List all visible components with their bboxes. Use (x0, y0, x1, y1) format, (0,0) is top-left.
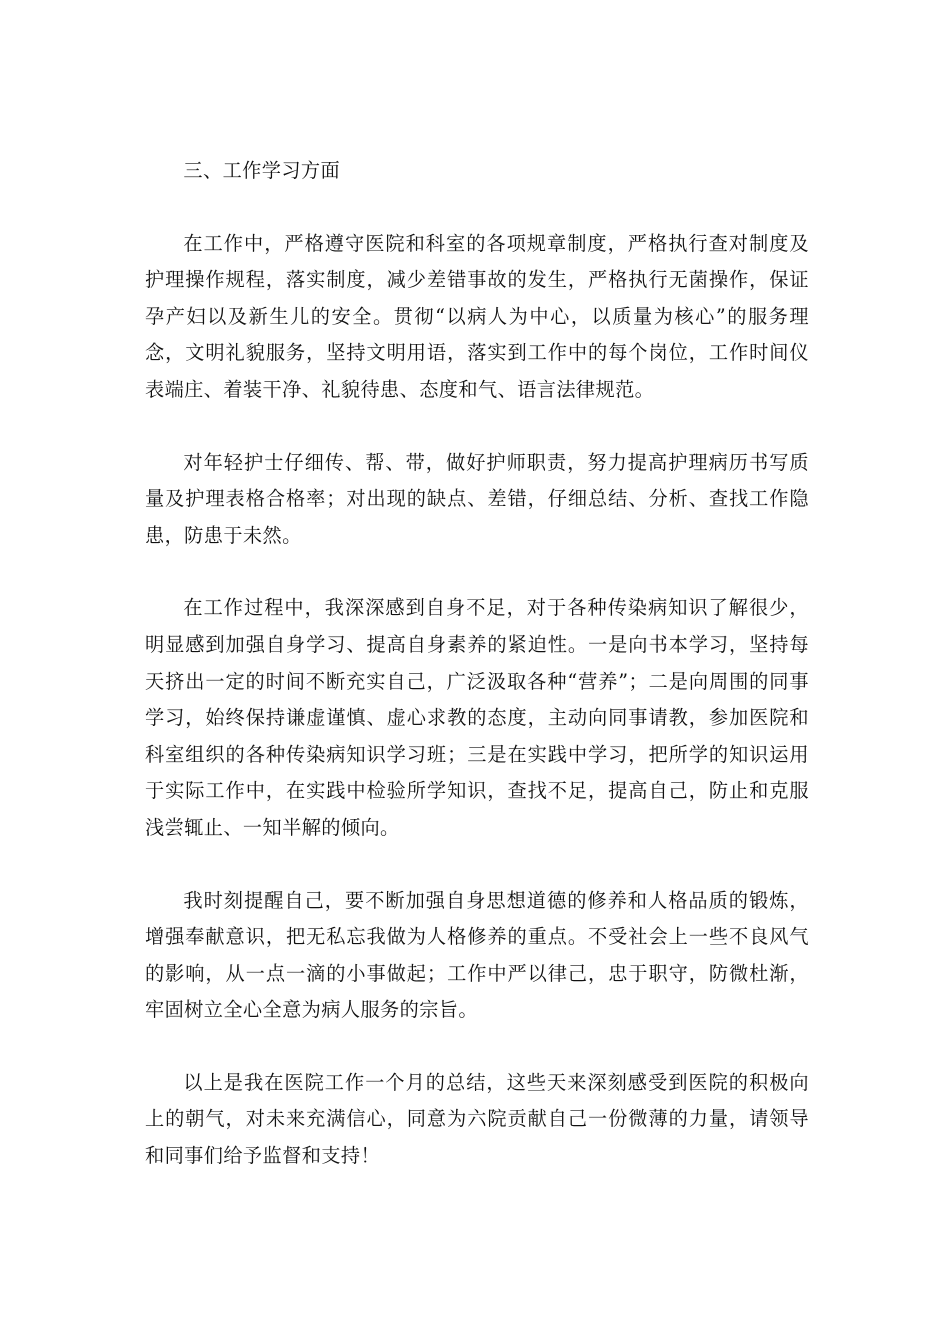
paragraph-conclusion: 以上是我在医院工作一个月的总结，这些天来深刻感受到医院的积极向上的朝气，对未来充满信心，同意为六院贡献自己一份微薄的力量，请领导和同事们给予监督和支持！ (145, 1070, 809, 1168)
section-heading: 三、工作学习方面 (183, 159, 341, 182)
paragraph-learning: 在工作过程中，我深深感到自身不足，对于各种传染病知识了解很少，明显感到加强自身学习、提高自身素养的紧迫性。一是向书本学习，坚持每天挤出一定的时间不断充实自己，广泛汲取各种“营养”；二是向周围的同事学习，始终保持谦虚谨慎、虚心求教的态度，主动向同事请教，参加医院和科室组织的各种传染病知识学习班；三是在实践中学习，把所学的知识运用于实际工作中，在实践中检验所学知识，查找不足，提高自己，防止和克服浅尝辄止、一知半解的倾向。 (145, 596, 809, 839)
document-body (145, 153, 809, 1211)
paragraph-work-rules: 在工作中，严格遵守医院和科室的各项规章制度，严格执行查对制度及护理操作规程，落实制度，减少差错事故的发生，严格执行无菌操作，保证孕产妇以及新生儿的安全。贯彻“以病人为中心，以质量为核心”的服务理念，文明礼貌服务，坚持文明用语，落实到工作中的每个岗位，工作时间仪表端庄、着装干净、礼貌待患、态度和气、语言法律规范。 (145, 231, 809, 401)
paragraph-mentoring: 对年轻护士仔细传、帮、带，做好护师职责，努力提高护理病历书写质量及护理表格合格率；对出现的缺点、差错，仔细总结、分析、查找工作隐患，防患于未然。 (145, 450, 809, 547)
paragraph-self-cultivation: 我时刻提醒自己，要不断加强自身思想道德的修养和人格品质的锻炼，增强奉献意识，把无私忘我做为人格修养的重点。不受社会上一些不良风气的影响，从一点一滴的小事做起；工作中严以律己，忠于职守，防微杜渐，牢固树立全心全意为病人服务的宗旨。 (145, 888, 809, 1022)
